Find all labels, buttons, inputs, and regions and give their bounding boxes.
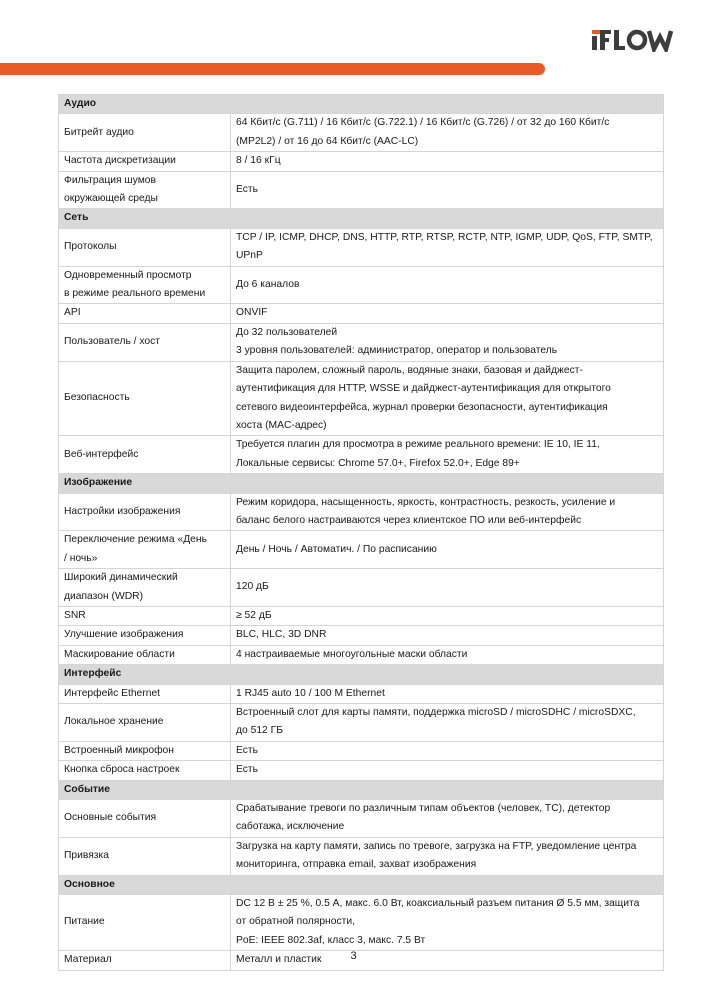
- section-header-empty-cell: [231, 474, 664, 493]
- spec-label-line: диапазон (WDR): [64, 590, 144, 602]
- spec-label: [59, 304, 231, 323]
- spec-value-line: 64 Кбит/с (G.711) / 16 Кбит/с (G.722.1) / 16 Кбит/с (G.726) / от 32 до 160 Кбит/с: [236, 117, 610, 129]
- spec-value: [231, 895, 664, 951]
- spec-value: [231, 800, 664, 838]
- spec-value: [231, 361, 664, 436]
- spec-table: [58, 94, 664, 971]
- section-header: [59, 780, 664, 799]
- spec-row: [59, 645, 664, 664]
- spec-label-line: Частота дискретизации: [64, 155, 176, 167]
- spec-value: [231, 304, 664, 323]
- spec-row: [59, 569, 664, 607]
- spec-label-line: Интерфейс Ethernet: [64, 687, 161, 699]
- spec-value-line: ≥ 52 дБ: [236, 609, 272, 621]
- spec-value: [231, 741, 664, 760]
- spec-label: [59, 493, 231, 531]
- spec-label-line: / ночь»: [64, 552, 98, 564]
- spec-row: [59, 436, 664, 474]
- spec-value-line: DC 12 В ± 25 %, 0.5 А, макс. 6.0 Вт, коаксиальный разъем питания Ø 5.5 мм, защита: [236, 898, 640, 910]
- spec-label-line: Пользователь / хост: [64, 336, 161, 348]
- spec-label-line: API: [64, 307, 81, 319]
- section-title: Основное: [59, 875, 231, 894]
- spec-label-line: SNR: [64, 609, 86, 621]
- spec-value: [231, 436, 664, 474]
- spec-value-line: баланс белого настраиваются через клиентское ПО или веб-интерфейс: [236, 514, 582, 526]
- spec-row: [59, 266, 664, 304]
- spec-row: [59, 228, 664, 266]
- spec-label: [59, 837, 231, 875]
- section-title: Сеть: [59, 209, 231, 228]
- spec-value: [231, 171, 664, 209]
- spec-value: [231, 531, 664, 569]
- spec-label-line: Фильтрация шумов: [64, 174, 156, 186]
- page-number: 3: [350, 950, 357, 962]
- spec-value: [231, 645, 664, 664]
- section-header-empty-cell: [231, 665, 664, 684]
- spec-value-line: аутентификация для HTTP, WSSE и дайджест-аутентификация для открытого: [236, 383, 611, 395]
- section-header: [59, 474, 664, 493]
- section-header-empty-cell: [231, 209, 664, 228]
- spec-label: [59, 171, 231, 209]
- spec-label: [59, 684, 231, 703]
- spec-row: [59, 152, 664, 171]
- spec-row: [59, 684, 664, 703]
- spec-label-line: Веб-интерфейс: [64, 448, 139, 460]
- spec-row: [59, 741, 664, 760]
- spec-row: [59, 704, 664, 742]
- spec-label: [59, 895, 231, 951]
- spec-label: [59, 626, 231, 645]
- spec-label-line: Маскирование области: [64, 648, 175, 660]
- spec-value-line: мониторинга, отправка email, захват изображения: [236, 859, 477, 871]
- spec-value: [231, 114, 664, 152]
- spec-value: [231, 323, 664, 361]
- spec-value-line: Локальные сервисы: Chrome 57.0+, Firefox 52.0+, Edge 89+: [236, 457, 520, 469]
- spec-value: [231, 837, 664, 875]
- spec-value-line: Есть: [236, 183, 258, 195]
- spec-label-line: Улучшение изображения: [64, 629, 184, 641]
- spec-label: [59, 741, 231, 760]
- spec-row: [59, 800, 664, 838]
- spec-label: [59, 704, 231, 742]
- spec-value: [231, 569, 664, 607]
- section-title: Интерфейс: [59, 665, 231, 684]
- spec-label-line: окружающей среды: [64, 193, 158, 205]
- spec-row: [59, 531, 664, 569]
- spec-value-line: Есть: [236, 764, 258, 776]
- spec-label-line: Встроенный микрофон: [64, 744, 174, 756]
- spec-label-line: Одновременный просмотр: [64, 269, 192, 281]
- spec-value-line: До 6 каналов: [236, 278, 300, 290]
- spec-value-line: UPnP: [236, 250, 263, 262]
- spec-label: [59, 152, 231, 171]
- spec-value-line: PoE: IEEE 802.3af, класс 3, макс. 7.5 Вт: [236, 934, 426, 946]
- spec-value: [231, 266, 664, 304]
- spec-value: [231, 228, 664, 266]
- spec-value-line: 120 дБ: [236, 581, 269, 593]
- spec-value: [231, 684, 664, 703]
- spec-row: [59, 304, 664, 323]
- section-header: [59, 875, 664, 894]
- spec-row: [59, 114, 664, 152]
- spec-label-line: Настройки изображения: [64, 505, 181, 517]
- spec-value-line: саботажа, исключение: [236, 821, 345, 833]
- spec-value-line: До 32 пользователей: [236, 326, 338, 338]
- spec-label-line: Протоколы: [64, 241, 117, 253]
- section-header-empty-cell: [231, 95, 664, 114]
- spec-row: [59, 606, 664, 625]
- spec-value-line: 3 уровня пользователей: администратор, оператор и пользователь: [236, 345, 558, 357]
- spec-label-line: Основные события: [64, 812, 157, 824]
- spec-row: [59, 171, 664, 209]
- spec-label: [59, 645, 231, 664]
- spec-row: [59, 761, 664, 780]
- spec-value-line: ONVIF: [236, 307, 268, 319]
- spec-value-line: TCP / IP, ICMP, DHCP, DNS, HTTP, RTP, RTSP, RCTP, NTP, IGMP, UDP, QoS, FTP, SMTP,: [236, 231, 653, 243]
- spec-label-line: Безопасность: [64, 392, 130, 404]
- spec-row: [59, 626, 664, 645]
- spec-value-line: Металл и пластик: [236, 954, 322, 966]
- spec-row: [59, 895, 664, 951]
- spec-label: [59, 531, 231, 569]
- spec-label: [59, 761, 231, 780]
- spec-value-line: сетевого видеоинтерфейса, журнал проверки безопасности, аутентификация: [236, 401, 608, 413]
- spec-label: [59, 436, 231, 474]
- spec-value-line: BLC, HLC, 3D DNR: [236, 629, 327, 641]
- spec-value-line: Есть: [236, 744, 258, 756]
- spec-label-line: Переключение режима «День: [64, 534, 207, 546]
- spec-value-line: хоста (MAC-адрес): [236, 419, 327, 431]
- spec-value-line: Срабатывание тревоги по различным типам объектов (человек, ТС), детектор: [236, 803, 611, 815]
- header-accent-bar: [0, 63, 545, 75]
- spec-value-line: от обратной полярности,: [236, 916, 355, 928]
- spec-row: [59, 323, 664, 361]
- section-title: Аудио: [59, 95, 231, 114]
- spec-label: [59, 800, 231, 838]
- section-header: [59, 209, 664, 228]
- spec-row: [59, 361, 664, 436]
- spec-label-line: Локальное хранение: [64, 716, 164, 728]
- spec-label: [59, 606, 231, 625]
- spec-row: [59, 837, 664, 875]
- spec-label-line: Широкий динамический: [64, 572, 178, 584]
- spec-value: [231, 626, 664, 645]
- spec-label: [59, 323, 231, 361]
- spec-value-line: до 512 ГБ: [236, 725, 283, 737]
- section-header: [59, 95, 664, 114]
- spec-label-line: Материал: [64, 954, 112, 966]
- section-title: Событие: [59, 780, 231, 799]
- spec-value: [231, 606, 664, 625]
- spec-row: [59, 493, 664, 531]
- section-title: Изображение: [59, 474, 231, 493]
- spec-value-line: Режим коридора, насыщенность, яркость, контрастность, резкость, усиление и: [236, 496, 616, 508]
- section-header-empty-cell: [231, 780, 664, 799]
- spec-label: [59, 569, 231, 607]
- spec-label-line: Битрейт аудио: [64, 126, 134, 138]
- spec-value-line: Встроенный слот для карты памяти, поддержка microSD / microSDHC / microSDXC,: [236, 707, 636, 718]
- spec-value: [231, 704, 664, 742]
- section-header-empty-cell: [231, 875, 664, 894]
- spec-label-line: в режиме реального времени: [64, 288, 206, 300]
- spec-value-line: Требуется плагин для просмотра в режиме реального времени: IE 10, IE 11,: [236, 439, 600, 451]
- spec-label: [59, 266, 231, 304]
- spec-label-line: Привязка: [64, 850, 109, 862]
- spec-value-line: 8 / 16 кГц: [236, 155, 281, 167]
- spec-value-line: Загрузка на карту памяти, запись по тревоге, загрузка на FTP, уведомление центра: [236, 840, 637, 852]
- spec-label: [59, 228, 231, 266]
- spec-value-line: 4 настраиваемые многоугольные маски области: [236, 648, 468, 660]
- spec-label: [59, 361, 231, 436]
- spec-label: [59, 114, 231, 152]
- spec-value: [231, 761, 664, 780]
- spec-value-line: Защита паролем, сложный пароль, водяные знаки, базовая и дайджест-: [236, 364, 583, 376]
- section-header: [59, 665, 664, 684]
- spec-value: [231, 493, 664, 531]
- spec-value: [231, 152, 664, 171]
- flow-logo: [590, 28, 680, 52]
- spec-label-line: Питание: [64, 916, 105, 928]
- spec-label-line: Кнопка сброса настроек: [64, 764, 180, 776]
- spec-value-line: 1 RJ45 auto 10 / 100 M Ethernet: [236, 687, 385, 699]
- spec-value-line: День / Ночь / Автоматич. / По расписанию: [236, 543, 437, 555]
- spec-value-line: (MP2L2) / от 16 до 64 Кбит/с (AAC-LC): [236, 135, 419, 147]
